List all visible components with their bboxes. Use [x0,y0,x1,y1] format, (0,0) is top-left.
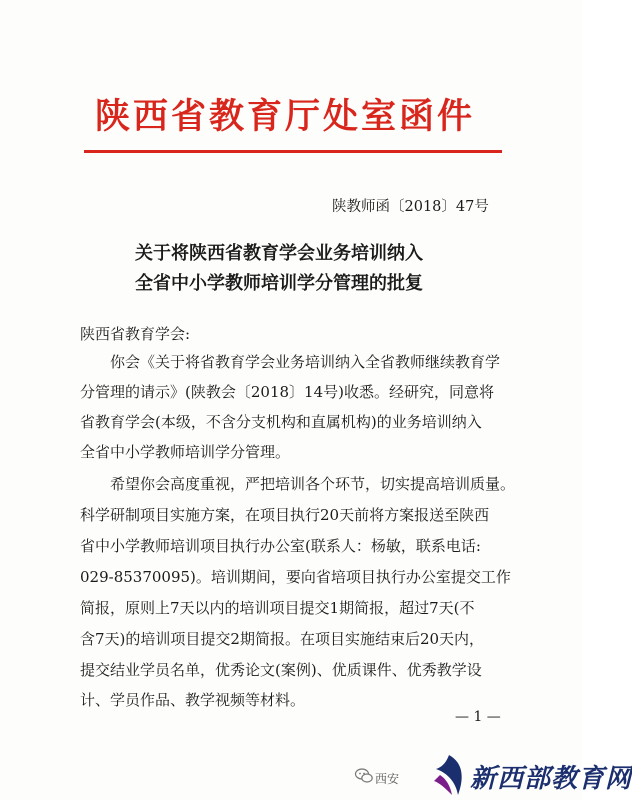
paragraph-2-line: 计、学员作品、教学视频等材料。 [80,691,306,709]
document-title-line-1: 关于将陕西省教育学会业务培训纳入 [135,243,423,264]
page-number: — 1 — [455,709,501,725]
paragraph-1-line: 分管理的请示》(陕教会〔2018〕14号)收悉。经研究，同意将 [80,383,494,401]
paragraph-2-line: 省中小学教师培训项目执行办公室(联系人：杨敏，联系电话: [80,537,481,555]
paragraph-1-line: 你会《关于将省教育学会业务培训纳入全省教师继续教育学 [110,353,501,371]
wechat-icon [355,768,373,784]
document-number: 陕教师函〔2018〕47号 [332,199,489,215]
letterhead-title: 陕西省教育厅处室函件 [95,96,476,137]
watermark-logo-icon [430,753,468,797]
paragraph-2-line: 科学研制项目实施方案，在项目执行20天前将方案报送至陕西 [80,506,490,524]
paragraph-2-line: 029-85370095)。培训期间，要向省培项目执行办公室提交工作 [80,568,511,586]
paragraph-1-line: 全省中小学教师培训学分管理。 [80,443,291,461]
watermark [375,750,632,800]
paragraph-2-line: 含7天)的培训项目提交2期简报。在项目实施结束后20天内， [80,630,485,648]
paragraph-2-line: 希望你会高度重视，严把培训各个环节，切实提高培训质量。 [110,475,516,493]
watermark-brand-name: 新西部教育网 [470,764,632,794]
recipient-salutation: 陕西省教育学会: [80,325,191,343]
paragraph-2-line: 提交结业学员名单，优秀论文(案例)、优质课件、优秀教学设 [80,661,482,679]
document-title-line-2: 全省中小学教师培训学分管理的批复 [135,273,423,294]
watermark-channel-label: 西安 [375,772,400,786]
paragraph-1-line: 省教育学会(本级，不含分支机构和直属机构)的业务培训纳入 [80,413,482,431]
paragraph-2-line: 简报，原则上7天以内的培训项目提交1期简报，超过7天(不 [80,599,475,617]
letterhead-red-rule [84,150,502,153]
